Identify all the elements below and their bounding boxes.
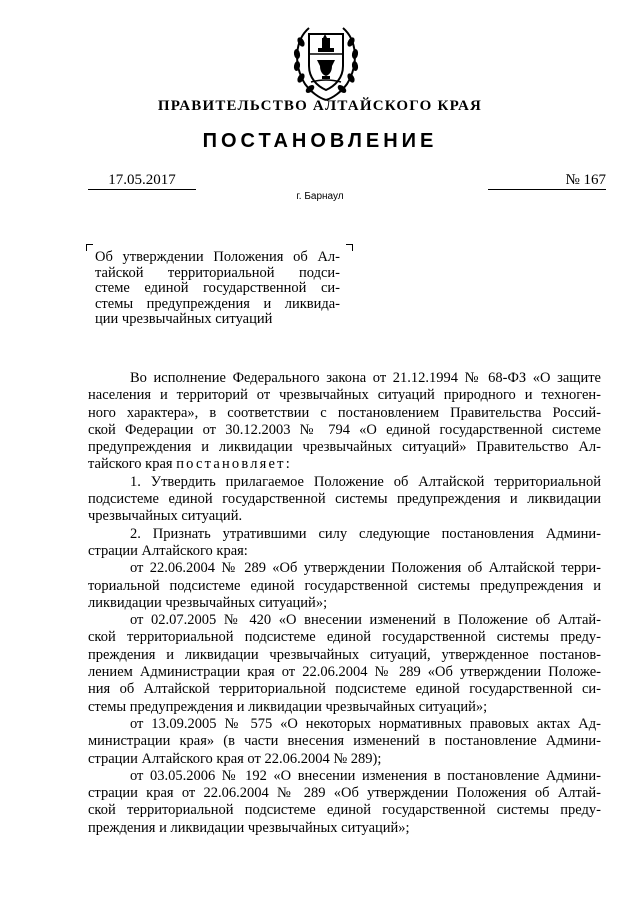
body-line [88,595,601,612]
body-line-text: Во исполнение Федерального закона от 21.12.1994 № 68-ФЗ «О защите [130,370,601,386]
body-line-text: страции Алтайского края: [88,542,248,559]
body-line-text: чрезвычайных ситуаций. [88,508,243,525]
body-line-text: ской Федерации от 30.12.2003 № 794 «О единой государственной системе [88,421,601,438]
body-line-text: ликвидации чрезвычайных ситуаций»; [88,594,328,611]
document-city: г. Барнаул [296,191,344,202]
body-line-text: от 22.06.2004 № 289 «Об утверждении Положения об Алтайской терри- [130,560,601,577]
body-line-text: ской территориальной подсистеме единой государственной системы преду- [88,629,601,646]
body-line [88,681,601,698]
subject-line: тайской территориальной подси- [95,264,340,281]
body-line-text: населения и территорий от чрезвычайных ситуаций природного и техноген- [88,387,601,404]
body-line [88,664,601,681]
body-line [88,716,601,733]
subject-bracket-left [86,244,93,251]
subject-line: стеме единой государственной си- [95,280,340,296]
body-line-text: от 13.09.2005 № 575 «О некоторых нормативных правовых актах Ад- [130,715,601,732]
coat-of-arms-emblem [287,20,365,104]
body-line [88,647,601,664]
subject-line: ции чрезвычайных ситуаций [95,311,273,327]
body-line [88,733,601,750]
body-line [88,543,601,560]
body-line-text: ториальной подсистеме единой государственной системы предупреждения и [88,577,601,594]
body-line-text: преждения и ликвидации чрезвычайных ситуаций»; [88,819,410,836]
body-line [88,439,601,456]
body-line-text: страции Алтайского края от 22.06.2004 № 289); [88,750,382,767]
body-line-text: тайского края [88,456,173,473]
body-line-text: ской территориальной подсистеме единой государственной системы преду- [88,802,601,819]
body-line [88,491,601,508]
body-line [88,785,601,802]
document-date: 17.05.2017 [88,172,196,190]
subject-line: Об утверждении Положения об Ал- [95,249,340,265]
body-line [88,802,601,819]
body-line-text: ния об Алтайской территориальной подсистеме единой государственной си- [88,681,601,698]
body-line-text: лением Администрации края от 22.06.2004 № 289 «Об утверждении Положе- [88,664,601,681]
body-line-text: от 03.05.2006 № 192 «О внесении изменения в постановление Админи- [130,767,601,784]
body-line [88,560,601,577]
body-line [88,456,601,473]
body-line [88,751,601,768]
body-line-text: страции края от 22.06.2004 № 289 «Об утверждении Положения об Алтай- [88,785,601,802]
body-line [88,629,601,646]
body-line [88,370,601,387]
body-line [88,526,601,543]
subject-bracket-right [346,244,353,251]
body-line-text: 1. Утвердить прилагаемое Положение об Алтайской территориальной [130,473,601,490]
resolution-keyword: постановляет: [176,456,292,473]
body-line-text: подсистеме единой государственной системы предупреждения и ликвидации [88,491,601,508]
document-subject [95,250,340,328]
body-line-text: преждения и ликвидации чрезвычайных ситуаций, утвержденное постанов- [88,646,601,663]
body-line [88,768,601,785]
body-line-text: ного характера», в соответствии с постановлением Правительства Россий- [88,404,601,421]
body-line [88,612,601,629]
body-line-text: 2. Признать утратившими силу следующие постановления Админи- [130,525,601,542]
body-line [88,508,601,525]
body-line-text: стемы предупреждения и ликвидации чрезвычайных ситуаций»; [88,698,488,715]
body-line [88,820,601,837]
document-type-title: ПОСТАНОВЛЕНИЕ [202,130,438,152]
body-line-text: министрации края» (в части внесения изменений в постановление Админи- [88,733,601,750]
body-line [88,578,601,595]
body-line [88,474,601,491]
body-line [88,699,601,716]
body-line [88,422,601,439]
body-line [88,387,601,404]
body-line [88,405,601,422]
document-body [88,370,601,837]
body-line-text: от 02.07.2005 № 420 «О внесении изменений в Положение об Алтай- [130,612,601,629]
document-number: № 167 [488,172,606,190]
body-line-text: предупреждения и ликвидации чрезвычайных ситуаций» Правительство Ал- [88,439,601,456]
organization-name: ПРАВИТЕЛЬСТВО АЛТАЙСКОГО КРАЯ [157,98,483,114]
subject-line: стемы предупреждения и ликвида- [95,295,340,312]
